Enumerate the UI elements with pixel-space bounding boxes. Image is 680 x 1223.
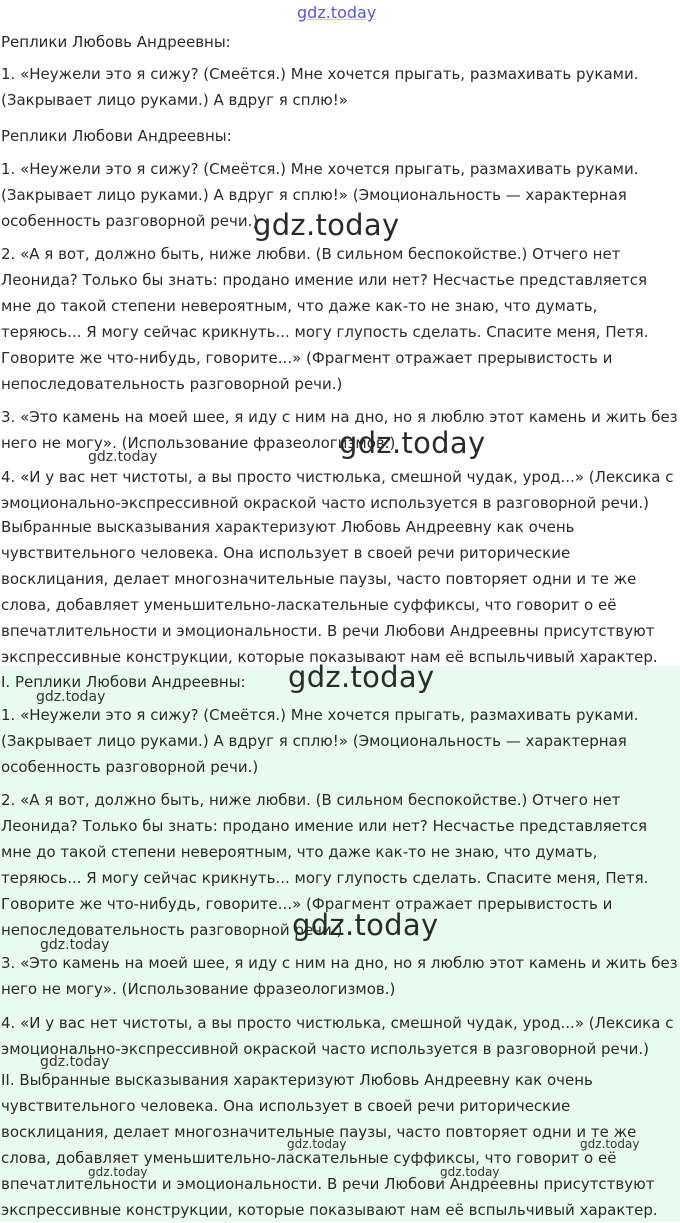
- watermark: gdz.today: [339, 426, 486, 460]
- watermark: gdz.today: [253, 208, 400, 242]
- block2-line-4: 4. «И у вас нет чистоты, а вы просто чистюлька, смешной чудак, урод...» (Лексика с эмоционально-экспрессивной окраской часто используется в разговорной речи.): [1, 468, 674, 512]
- block3-title: I. Реплики Любови Андреевны:: [1, 673, 246, 691]
- block1-line-1: 1. «Неужели это я сижу? (Смеётся.) Мне хочется прыгать, размахивать руками. (Закрывает лицо руками.) А вдруг я сплю!»: [1, 65, 639, 109]
- block2-line-2: 2. «А я вот, должно быть, ниже любви. (В сильном беспокойстве.) Отчего нет Леонида? Только бы знать: продано имение или нет? Несчастье представляется мне до такой степени невероятным, что даже как-то не знаю, что думать, теряюсь... Я могу сейчас крикнуть... могу глупость сделать. Спасите меня, Петя. Говорите же что-нибудь, говорите...» (Фрагмент отражает прерывистость и непоследовательность разговорной речи.): [1, 245, 649, 393]
- block3-summary: II. Выбранные высказывания характеризуют Любовь Андреевну как очень чувствительного человека. Она использует в своей речи риторические восклицания, делает многозначительные паузы, часто повторяет одни и те же слова, добавляет уменьшительно-ласкательные суффиксы, что говорит о её впечатлительности и эмоциональности. В речи Любови Андреевны присутствуют экспрессивные конструкции, которые показывают нам её вспыльчивый характер.: [1, 1071, 658, 1219]
- block2-title: Реплики Любови Андреевны:: [1, 127, 232, 145]
- watermark: gdz.today: [287, 1137, 347, 1151]
- block3-line-1: 1. «Неужели это я сижу? (Смеётся.) Мне хочется прыгать, размахивать руками. (Закрывает лицо руками.) А вдруг я сплю!» (Эмоциональность — характерная особенность разговорной речи.): [1, 706, 639, 776]
- block2-summary: Выбранные высказывания характеризуют Любовь Андреевну как очень чувствительного человека. Она использует в своей речи риторические восклицания, делает многозначительные паузы, часто повторяет одни и те же слова, добавляет уменьшительно-ласкательные суффиксы, что говорит о её впечатлительности и эмоциональности. В речи Любови Андреевны присутствуют экспрессивные конструкции, которые показывают нам её вспыльчивый характер.: [1, 518, 658, 666]
- watermark: gdz.today: [40, 937, 110, 953]
- watermark: gdz.today: [88, 449, 158, 465]
- watermark: gdz.today: [88, 1165, 148, 1179]
- watermark: gdz.today: [36, 689, 106, 705]
- block1-title: Реплики Любовь Андреевны:: [1, 33, 231, 51]
- block3-line-3: 3. «Это камень на моей шее, я иду с ним на дно, но я люблю этот камень и жить без него не могу». (Использование фразеологизмов.): [1, 954, 678, 998]
- watermark: gdz.today: [580, 1137, 640, 1151]
- block3-line-2: 2. «А я вот, должно быть, ниже любви. (В сильном беспокойстве.) Отчего нет Леонида? Только бы знать: продано имение или нет? Несчастье представляется мне до такой степени невероятным, что даже как-то не знаю, что думать, теряюсь... Я могу сейчас крикнуть... могу глупость сделать. Спасите меня, Петя. Говорите же что-нибудь, говорите...» (Фрагмент отражает прерывистость и непоследовательность разговорной речи.): [1, 791, 649, 939]
- watermark: gdz.today: [288, 660, 435, 694]
- top-watermark: gdz.today: [297, 3, 377, 22]
- watermark: gdz.today: [292, 908, 439, 942]
- block3-line-4: 4. «И у вас нет чистоты, а вы просто чистюлька, смешной чудак, урод...» (Лексика с эмоционально-экспрессивной окраской часто используется в разговорной речи.): [1, 1014, 674, 1058]
- block2-line-1: 1. «Неужели это я сижу? (Смеётся.) Мне хочется прыгать, размахивать руками. (Закрывает лицо руками.) А вдруг я сплю!» (Эмоциональность — характерная особенность разговорной речи.): [1, 160, 639, 230]
- watermark: gdz.today: [40, 1054, 110, 1070]
- watermark: gdz.today: [440, 1165, 500, 1179]
- block2-line-3: 3. «Это камень на моей шее, я иду с ним на дно, но я люблю этот камень и жить без него не могу». (Использование фразеологизмов.): [1, 408, 678, 452]
